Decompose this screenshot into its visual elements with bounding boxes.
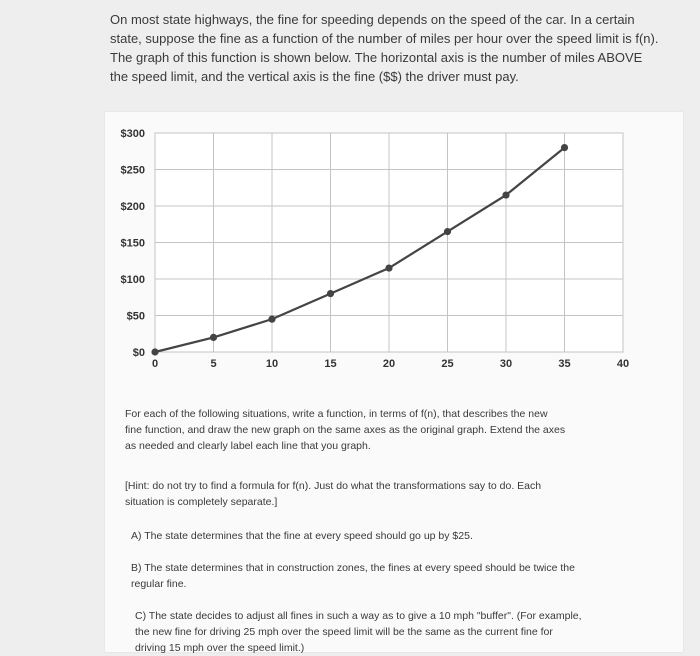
problem-intro (110, 10, 670, 86)
x-tick-label: 0 (151, 358, 159, 370)
x-tick-label: 20 (382, 358, 396, 370)
y-tick-label: $200 (120, 201, 145, 213)
x-tick-label: 40 (616, 358, 630, 370)
y-tick-label: $250 (120, 164, 145, 177)
fine-chart (105, 112, 683, 392)
data-point (444, 228, 451, 235)
x-tick-label: 35 (558, 358, 571, 370)
hint-line: situation is completely separate.] (125, 496, 278, 508)
situation-a-line: A) The state determines that the fine at every speed should go up by $25. (131, 530, 473, 542)
data-point (210, 334, 217, 341)
situation-c-line: the new fine for driving 25 mph over the speed limit will be the same as the current fine for (135, 626, 553, 638)
x-tick-label: 15 (324, 358, 337, 370)
situation-b-line: B) The state determines that in construction zones, the fines at every speed should be twice the (131, 562, 575, 574)
data-point (502, 191, 509, 198)
x-tick-label: 25 (441, 358, 454, 370)
data-point (268, 316, 275, 323)
situation-b-line: regular fine. (131, 578, 187, 590)
chart-grid (155, 133, 623, 352)
situation-b (131, 560, 575, 592)
y-tick-label: $300 (120, 128, 145, 140)
data-point (561, 144, 568, 151)
situation-c (135, 608, 582, 656)
x-tick-label: 30 (499, 358, 513, 370)
x-tick-label: 5 (210, 358, 217, 370)
hint-paragraph (125, 478, 541, 510)
situation-c-line: driving 15 mph over the speed limit.) (135, 642, 305, 654)
intro-line: On most state highways, the fine for speeding depends on the speed of the car. In a certain (110, 12, 635, 27)
y-tick-label: $100 (120, 274, 145, 286)
data-point (385, 264, 392, 271)
y-tick-labels (121, 128, 145, 359)
y-tick-label: $0 (132, 347, 145, 359)
intro-line: state, suppose the fine as a function of the number of miles per hour over the speed limit is f(n). (110, 31, 659, 46)
instructions-line: fine function, and draw the new graph on the same axes as the original graph. Extend the axes (125, 424, 566, 436)
data-point (327, 290, 334, 297)
instructions-line: as needed and clearly label each line that you graph. (125, 440, 371, 452)
situation-c-line: C) The state decides to adjust all fines in such a way as to give a 10 mph "buffer". (For example, (135, 610, 582, 622)
instructions-paragraph (125, 406, 565, 454)
y-tick-label: $150 (120, 237, 145, 250)
intro-line: The graph of this function is shown below. The horizontal axis is the number of miles ABOVE (110, 50, 643, 65)
intro-line: the speed limit, and the vertical axis is the fine ($$) the driver must pay. (110, 69, 519, 84)
hint-line: [Hint: do not try to find a formula for f(n). Just do what the transformations say to do. Each (125, 480, 542, 492)
instructions-line: For each of the following situations, write a function, in terms of f(n), that describes the new (125, 408, 548, 420)
x-tick-labels (152, 358, 629, 370)
situation-a (131, 528, 473, 544)
problem-card (105, 112, 683, 652)
x-tick-label: 10 (265, 358, 279, 370)
y-tick-label: $50 (126, 310, 145, 323)
data-point (151, 348, 158, 355)
